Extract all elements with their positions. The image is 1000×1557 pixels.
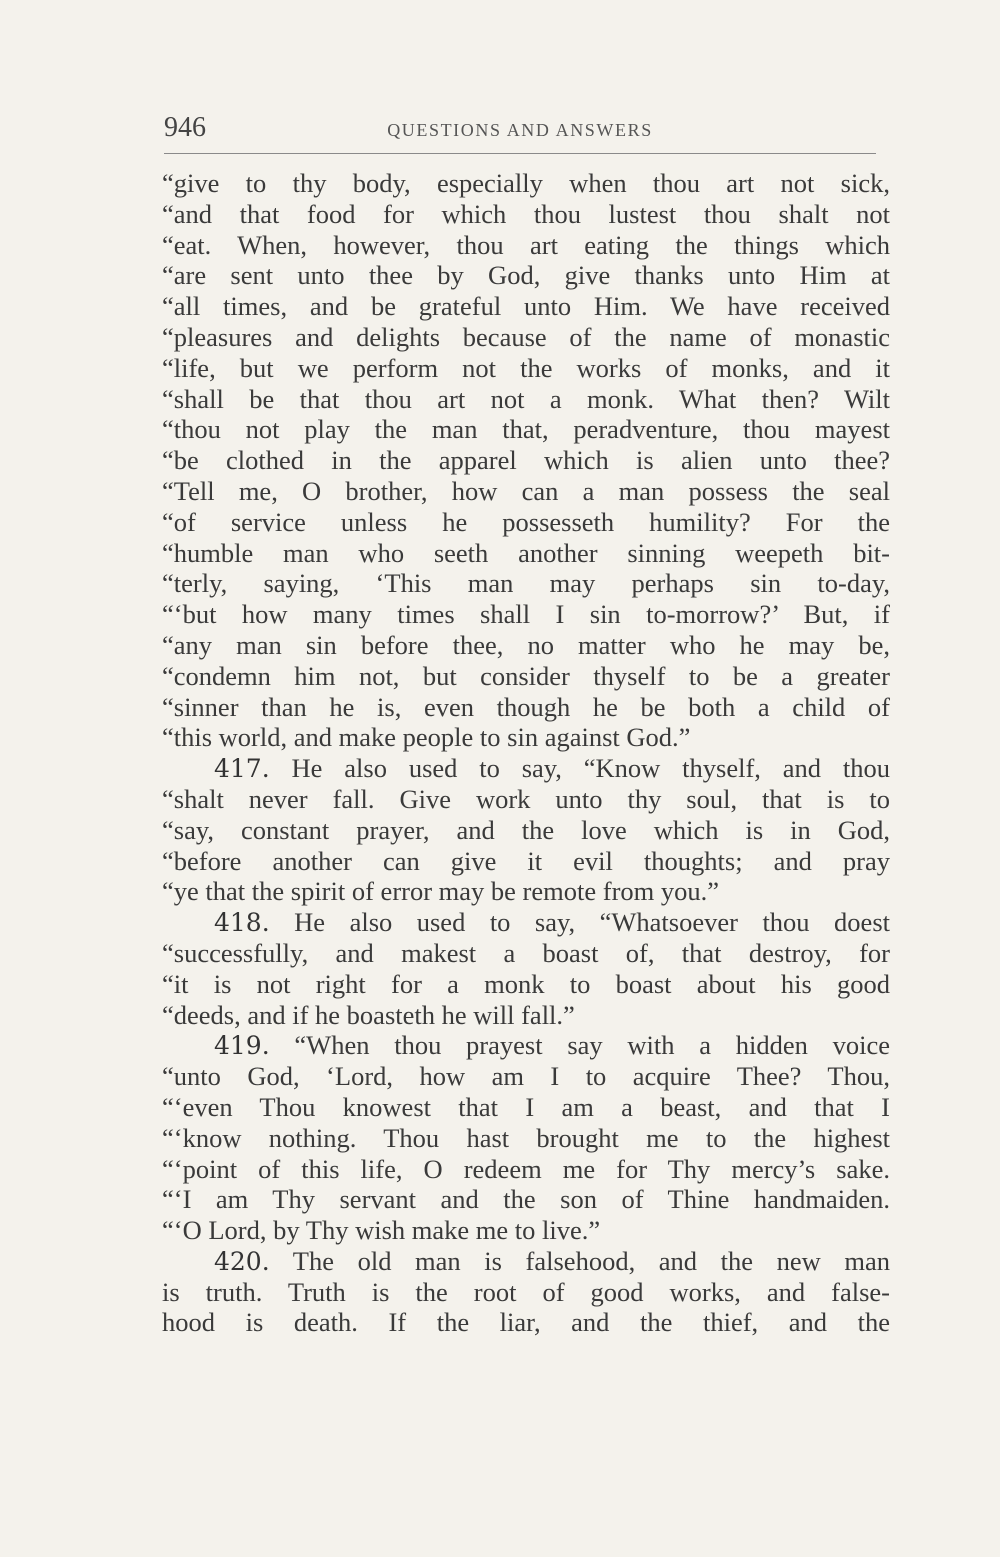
text-line [162, 414, 890, 445]
line-text: “be clothed in the apparel which is alien unto thee? [162, 445, 890, 476]
text-line [162, 1092, 890, 1123]
text-line [162, 538, 890, 569]
paragraph-start-line [162, 753, 890, 784]
line-text: hood is death. If the liar, and the thief, and the [162, 1307, 890, 1338]
line-text: “sinner than he is, even though he be both a child of [162, 691, 890, 722]
line-text: “‘I am Thy servant and the son of Thine handmaiden. [162, 1184, 890, 1215]
section-number: 417. [214, 754, 270, 784]
text-line [162, 1000, 890, 1031]
paragraph-start-line [162, 907, 890, 938]
line-text: “‘but how many times shall I sin to-morrow?’ But, if [162, 599, 890, 630]
line-text: is truth. Truth is the root of good works, and false- [162, 1276, 890, 1307]
line-text: “successfully, and makest a boast of, that destroy, for [162, 937, 890, 968]
line-text: “Tell me, O brother, how can a man possess the seal [162, 475, 890, 506]
text-line [162, 969, 890, 1000]
line-text: The old man is falsehood, and the new man [292, 1245, 890, 1276]
running-head: QUESTIONS AND ANSWERS [387, 120, 653, 140]
text-line [162, 1061, 890, 1092]
text-line [162, 599, 890, 630]
page-header [164, 108, 876, 148]
text-line [162, 1154, 890, 1185]
text-line [162, 661, 890, 692]
paragraph-start-line [162, 1030, 890, 1061]
line-text: “this world, and make people to sin against God.” [162, 722, 691, 753]
text-line [162, 1277, 890, 1308]
line-text: “‘O Lord, by Thy wish make me to live.” [162, 1215, 601, 1246]
section-number: 420. [214, 1246, 270, 1276]
text-line [162, 168, 890, 199]
text-line [162, 1123, 890, 1154]
line-text: “any man sin before thee, no matter who he may be, [162, 629, 890, 660]
text-line [162, 1184, 890, 1215]
line-text: “thou not play the man that, peradventure, thou mayest [162, 414, 890, 445]
line-text: “give to thy body, especially when thou art not sick, [162, 168, 890, 198]
text-line [162, 1307, 890, 1338]
line-text: “say, constant prayer, and the love which is in God, [162, 814, 890, 845]
text-line [162, 353, 890, 384]
line-text: “pleasures and delights because of the name of monastic [162, 321, 890, 352]
text-line [162, 784, 890, 815]
text-line [162, 938, 890, 969]
line-text: “ye that the spirit of error may be remote from you.” [162, 876, 720, 907]
text-line [162, 568, 890, 599]
line-text: “‘even Thou knowest that I am a beast, and that I [162, 1091, 890, 1122]
line-text: “and that food for which thou lustest thou shalt not [162, 198, 890, 229]
line-text: “deeds, and if he boasteth he will fall.” [162, 999, 575, 1030]
page-number: 946 [164, 112, 206, 143]
paragraph-start-line [162, 1246, 890, 1277]
text-line [162, 199, 890, 230]
line-text: “shalt never fall. Give work unto thy soul, that is to [162, 783, 890, 814]
line-text: “eat. When, however, thou art eating the things which [162, 229, 890, 260]
line-text: “condemn him not, but consider thyself to be a greater [162, 660, 890, 691]
text-line [162, 692, 890, 723]
line-text: “shall be that thou art not a monk. What then? Wilt [162, 383, 890, 414]
line-text: “it is not right for a monk to boast about his good [162, 968, 890, 999]
text-line [162, 445, 890, 476]
text-line [162, 876, 890, 907]
section-number: 418. [214, 908, 270, 938]
text-line [162, 291, 890, 322]
line-text: “humble man who seeth another sinning weepeth bit- [162, 537, 890, 568]
text-line [162, 384, 890, 415]
line-text: “unto God, ‘Lord, how am I to acquire Thee? Thou, [162, 1061, 890, 1092]
line-text: He also used to say, “Whatsoever thou doest [294, 907, 890, 938]
text-line [162, 507, 890, 538]
section-number: 419. [214, 1031, 270, 1061]
text-line [162, 476, 890, 507]
line-text: “When thou prayest say with a hidden voice [294, 1030, 890, 1061]
text-line [162, 1215, 890, 1246]
text-line [162, 846, 890, 877]
text-line [162, 630, 890, 661]
line-text: “life, but we perform not the works of monks, and it [162, 352, 890, 383]
line-text: “‘point of this life, O redeem me for Thy mercy’s sake. [162, 1153, 890, 1184]
line-text: “are sent unto thee by God, give thanks unto Him at [162, 260, 890, 291]
header-rule [164, 153, 876, 154]
text-line [162, 230, 890, 261]
body-text [162, 168, 890, 1338]
text-line [162, 815, 890, 846]
text-line [162, 322, 890, 353]
line-text: “of service unless he possesseth humility? For the [162, 506, 890, 537]
line-text: He also used to say, “Know thyself, and thou [291, 753, 891, 784]
line-text: “‘know nothing. Thou hast brought me to the highest [162, 1122, 890, 1153]
line-text: “all times, and be grateful unto Him. We have received [162, 291, 890, 322]
line-text: “before another can give it evil thoughts; and pray [162, 845, 890, 876]
text-line [162, 722, 890, 753]
line-text: “terly, saying, ‘This man may perhaps sin to-day, [162, 568, 890, 599]
text-line [162, 260, 890, 291]
